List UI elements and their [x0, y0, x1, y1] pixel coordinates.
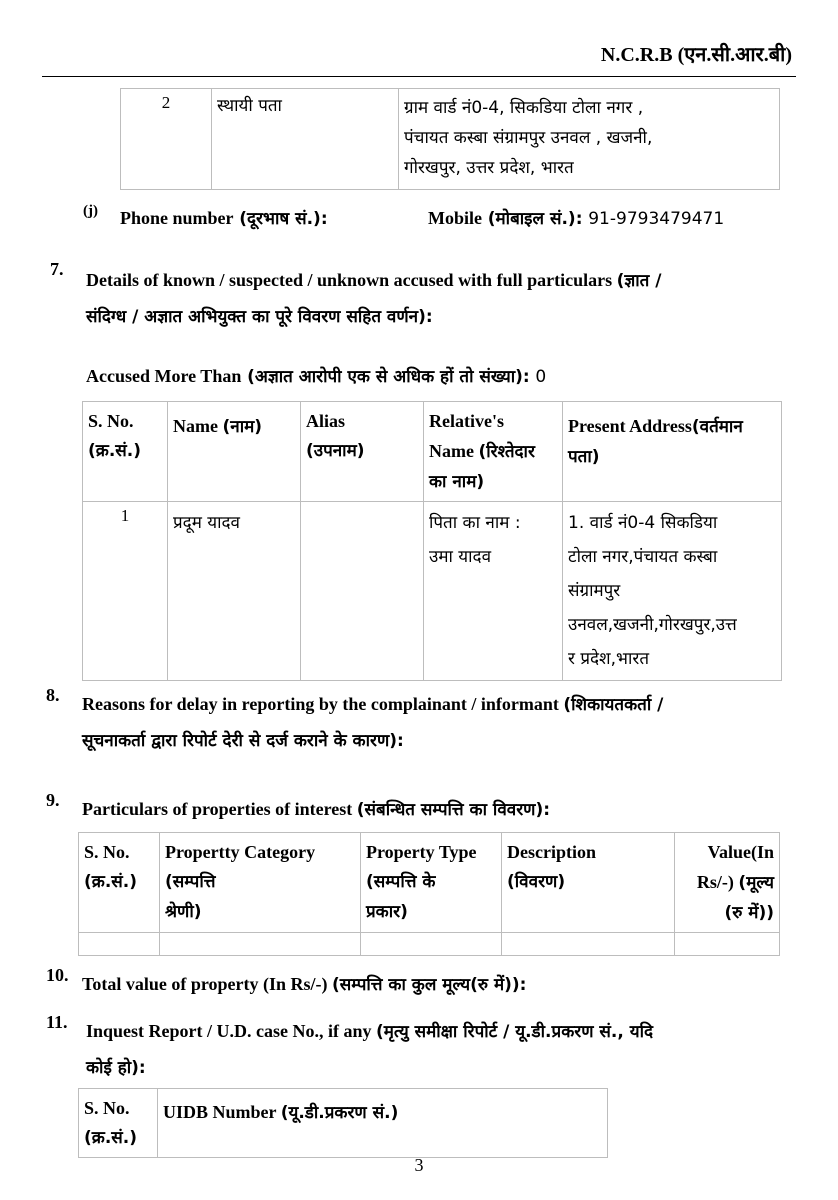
address-table [120, 88, 780, 190]
phone-label-hi: (दूरभाष सं.): [239, 209, 328, 229]
accused-address: 1. वार्ड नं0-4 सिकडिया टोला नगर,पंचायत कस्बा संग्रामपुर उनवल,खजनी,गोरखपुर,उत्त र प्रदेश,भारत [563, 502, 782, 681]
table-row [83, 502, 782, 681]
section-8-number: 8. [46, 685, 60, 705]
empty-cell [675, 933, 780, 956]
address-line: पंचायत कस्बा संग्रामपुर उनवल , खजनी, [404, 128, 653, 148]
header-address: Present Address(वर्तमान पता) [563, 402, 782, 502]
header-sno: S. No. (क्र.सं.) [83, 402, 168, 502]
section-7-number: 7. [50, 259, 64, 279]
address-line: ग्राम वार्ड नं0-4, सिकडिया टोला नगर , [404, 98, 644, 118]
section-11-title-en: Inquest Report / U.D. case No., if any [86, 1021, 372, 1041]
uidb-header-sno: S. No. (क्र.सं.) [79, 1089, 158, 1158]
section-11-title-hi-2: कोई हो): [86, 1058, 146, 1078]
section-11-title [86, 1013, 776, 1086]
prop-header-type: Property Type (सम्पत्ति के प्रकार) [361, 833, 502, 933]
accused-more-label: Accused More Than [86, 366, 242, 386]
property-table [78, 832, 780, 956]
accused-sno: 1 [83, 502, 168, 681]
page-header [601, 40, 792, 67]
section-10-title [82, 966, 526, 1003]
accused-alias [301, 502, 424, 681]
section-10-title-en: Total value of property (In Rs/-) [82, 974, 328, 994]
phone-label: Phone number [120, 208, 234, 228]
address-sno: 2 [121, 89, 212, 190]
phone-row [120, 206, 328, 229]
address-line: गोरखपुर, उत्तर प्रदेश, भारत [404, 158, 574, 178]
header-relative: Relative's Name (रिश्तेदार का नाम) [424, 402, 563, 502]
accused-name: प्रदूम यादव [168, 502, 301, 681]
address-type: स्थायी पता [212, 89, 399, 190]
uidb-table [78, 1088, 608, 1158]
table-header-row [79, 833, 780, 933]
prop-header-description: Description (विवरण) [502, 833, 675, 933]
accused-table [82, 401, 782, 681]
page-number: 3 [414, 1155, 424, 1175]
header-alias: Alias (उपनाम) [301, 402, 424, 502]
table-header-row [79, 1089, 608, 1158]
prop-header-sno: S. No. (क्र.सं.) [79, 833, 160, 933]
section-7-title-hi-2: संदिग्ध / अज्ञात अभियुक्त का पूरे विवरण सहित वर्णन): [86, 307, 433, 327]
section-9-number: 9. [46, 790, 60, 810]
section-8-title-hi: (शिकायतकर्ता / [563, 695, 664, 715]
header-name: Name (नाम) [168, 402, 301, 502]
prop-header-value: Value(In Rs/-) (मूल्य (रु में)) [675, 833, 780, 933]
address-value [399, 89, 780, 190]
table-header-row [83, 402, 782, 502]
section-10-number: 10. [46, 965, 69, 985]
section-8-title-hi-2: सूचनाकर्ता द्वारा रिपोर्ट देरी से दर्ज कराने के कारण): [82, 731, 404, 751]
section-7-title [86, 262, 766, 335]
section-10-title-hi: (सम्पत्ति का कुल मूल्य(रु में)): [332, 975, 527, 995]
mobile-row [428, 206, 724, 229]
accused-relative: पिता का नाम : उमा यादव [424, 502, 563, 681]
section-9-title-hi: (संबन्धित सम्पत्ति का विवरण): [356, 800, 551, 820]
uidb-header-number: UIDB Number (यू.डी.प्रकरण सं.) [158, 1089, 608, 1158]
accused-more-label-hi: (अज्ञात आरोपी एक से अधिक हों तो संख्या): [247, 367, 530, 387]
mobile-label: Mobile [428, 208, 482, 228]
accused-more-value: 0 [535, 367, 547, 387]
mobile-label-hi: (मोबाइल सं.): [487, 209, 583, 229]
empty-cell [79, 933, 160, 956]
section-8-title-en: Reasons for delay in reporting by the complainant / informant [82, 694, 559, 714]
section-11-title-hi: (मृत्यु समीक्षा रिपोर्ट / यू.डी.प्रकरण सं., यदि [376, 1022, 654, 1042]
section-7-title-hi: (ज्ञात / [616, 271, 662, 291]
header-title: N.C.R.B (एन.सी.आर.बी) [600, 44, 792, 66]
section-7-title-en: Details of known / suspected / unknown accused with full particulars [86, 270, 613, 290]
section-8-title [82, 686, 772, 759]
section-9-title-en: Particulars of properties of interest [82, 799, 353, 819]
table-row [79, 933, 780, 956]
empty-cell [160, 933, 361, 956]
accused-more-row [86, 364, 546, 387]
empty-cell [502, 933, 675, 956]
mobile-value: 91-9793479471 [588, 209, 725, 229]
prop-header-category: Propertty Category (सम्पत्ति श्रेणी) [160, 833, 361, 933]
section-11-number: 11. [46, 1012, 68, 1032]
phone-letter: (j) [83, 203, 98, 219]
header-divider [42, 76, 796, 77]
empty-cell [361, 933, 502, 956]
table-row [121, 89, 780, 190]
section-9-title [82, 791, 550, 828]
